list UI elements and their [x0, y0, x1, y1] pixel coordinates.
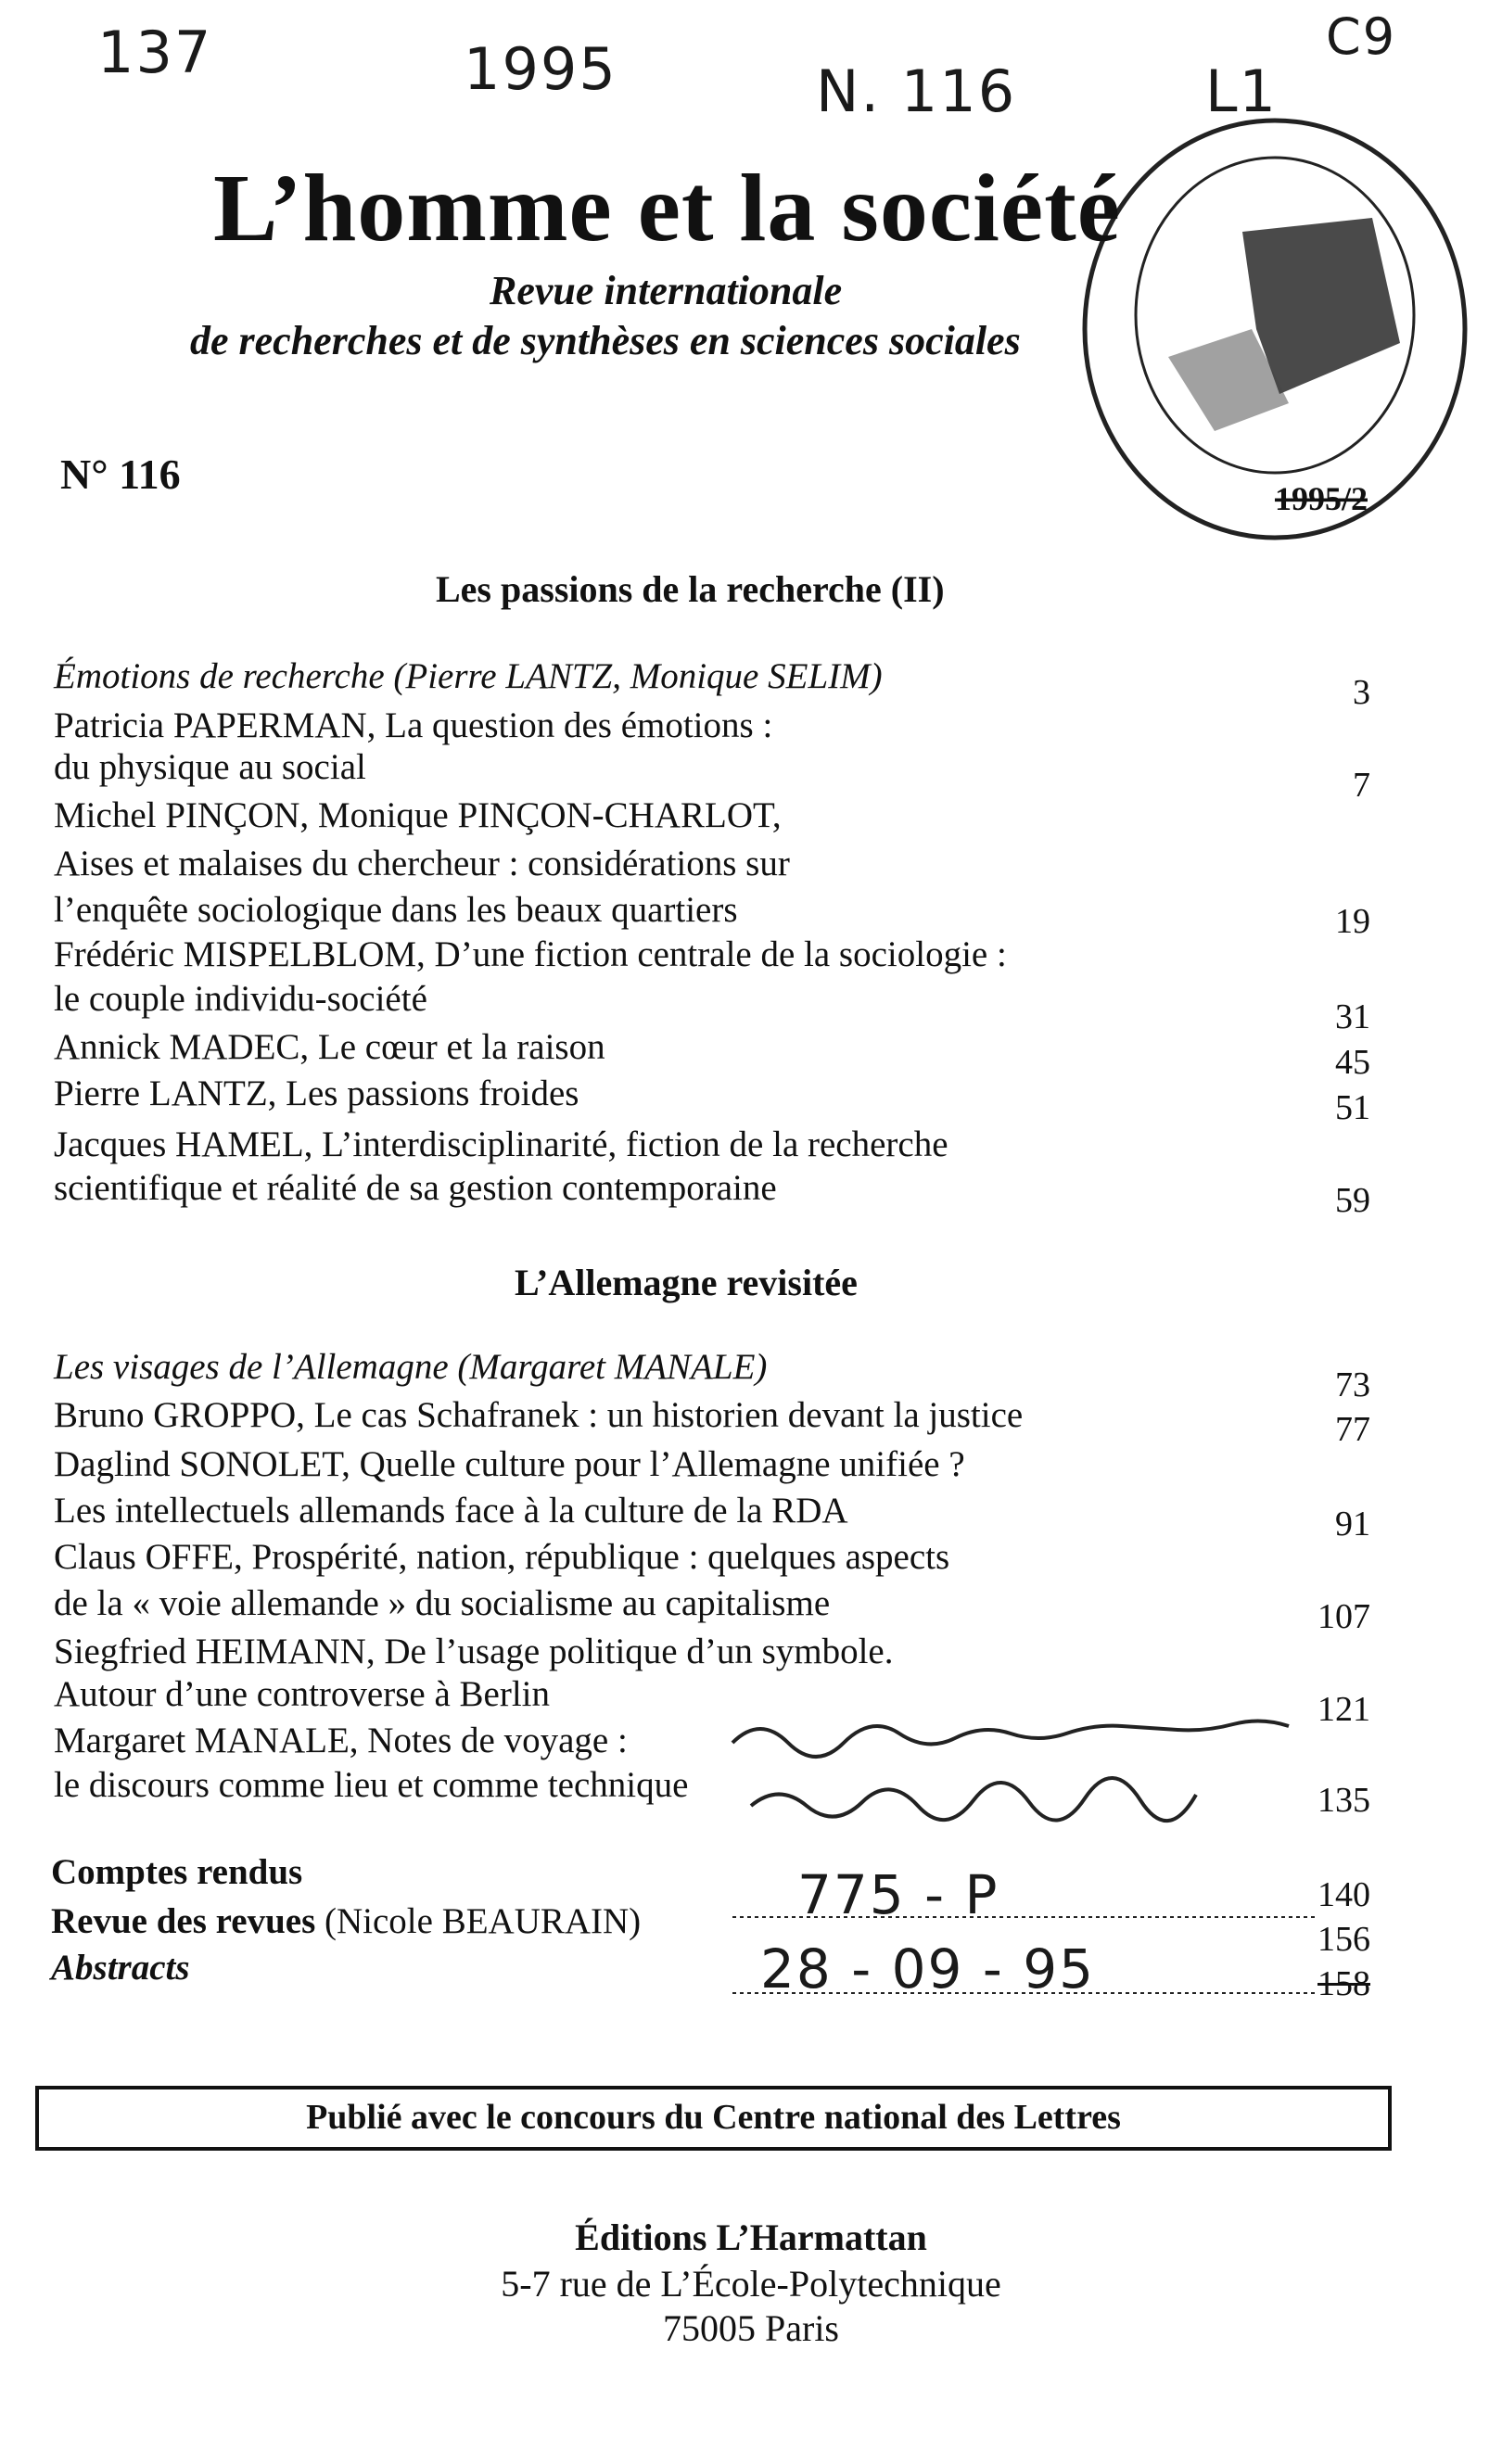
- journal-subtitle-line1: Revue internationale: [490, 268, 843, 313]
- toc-entry-page: 45: [1335, 1043, 1370, 1082]
- toc-entry-text: Jacques HAMEL, L’interdisciplinarité, fiction de la recherche: [54, 1124, 948, 1164]
- toc-entry-page: 91: [1335, 1505, 1370, 1543]
- toc-entry-text: Bruno GROPPO, Le cas Schafranek : un historien devant la justice: [54, 1395, 1024, 1435]
- toc-entry-text: Aises et malaises du chercheur : considérations sur: [54, 844, 790, 883]
- register-dotted-lines: [732, 1910, 1317, 2002]
- stamp-year: 1995/2: [1274, 480, 1368, 517]
- toc-entry-text: l’enquête sociologique dans les beaux quartiers: [54, 890, 738, 930]
- section-heading-allemagne: L’Allemagne revisitée: [515, 1262, 858, 1303]
- handwritten-corner-mark: L1: [1205, 57, 1278, 125]
- back-matter-page: 158: [1317, 1964, 1370, 2003]
- handwritten-ref-number: 137: [97, 19, 213, 86]
- toc-entry-text: Annick MADEC, Le cœur et la raison: [54, 1027, 605, 1067]
- toc-entry-text: Frédéric MISPELBLOM, D’une fiction centrale de la sociologie :: [54, 934, 1007, 974]
- back-matter-page: 156: [1317, 1920, 1370, 1959]
- toc-entry-text: Claus OFFE, Prospérité, nation, république : quelques aspects: [54, 1537, 950, 1577]
- toc-entry-page: 135: [1317, 1781, 1370, 1820]
- register-date: 28 - 09 - 95: [760, 1937, 1096, 2000]
- back-matter-comptes-rendus: Comptes rendus: [51, 1852, 303, 1892]
- toc-entry-page: 19: [1335, 902, 1370, 941]
- register-number: 775 - P: [797, 1863, 999, 1926]
- toc-entry-text: scientifique et réalité de sa gestion contemporaine: [54, 1168, 777, 1208]
- toc-entry-text: Pierre LANTZ, Les passions froides: [54, 1073, 579, 1113]
- toc-entry-text: de la « voie allemande » du socialisme au capitalisme: [54, 1583, 831, 1623]
- toc-entry-page: 59: [1335, 1181, 1370, 1220]
- toc-entry-page: 107: [1317, 1597, 1370, 1636]
- sponsor-banner: [35, 2086, 1392, 2151]
- sponsor-banner-text: Publié avec le concours du Centre national des Lettres: [306, 2098, 1121, 2137]
- handwritten-year: 1995: [464, 35, 617, 103]
- toc-entry-text: Margaret MANALE, Notes de voyage :: [54, 1721, 628, 1760]
- toc-entry-text: Autour d’une controverse à Berlin: [54, 1674, 550, 1714]
- toc-entry-text: le couple individu-société: [54, 979, 427, 1019]
- journal-subtitle-line2: de recherches et de synthèses en sciences sociales: [190, 318, 1021, 363]
- handwritten-corner-mark-2: C9: [1326, 7, 1397, 66]
- library-seal-stamp: [1066, 97, 1474, 561]
- toc-entry-text: Patricia PAPERMAN, La question des émotions :: [54, 705, 773, 745]
- toc-entry-page: 7: [1353, 766, 1370, 805]
- toc-entry-page: 51: [1335, 1088, 1370, 1127]
- toc-entry-page: 3: [1353, 673, 1370, 712]
- toc-entry-text: Daglind SONOLET, Quelle culture pour l’Allemagne unifiée ?: [54, 1444, 965, 1484]
- toc-entry-text: du physique au social: [54, 747, 366, 787]
- toc-entry-text: Siegfried HEIMANN, De l’usage politique d’un symbole.: [54, 1632, 894, 1671]
- toc-entry-page: 73: [1335, 1365, 1370, 1404]
- toc-entry-text: Émotions de recherche (Pierre LANTZ, Monique SELIM): [54, 656, 883, 696]
- publisher-city: 75005 Paris: [663, 2307, 839, 2349]
- publisher-name: Éditions L’Harmattan: [575, 2216, 927, 2258]
- handwritten-scribble: [723, 1696, 1391, 1835]
- issue-number: N° 116: [60, 451, 181, 498]
- toc-entry-text: le discours comme lieu et comme technique: [54, 1765, 689, 1805]
- publisher-address: 5-7 rue de L’École-Polytechnique: [501, 2263, 1001, 2305]
- back-matter-page: 140: [1317, 1875, 1370, 1914]
- toc-entry-page: 31: [1335, 997, 1370, 1036]
- toc-entry-page: 121: [1317, 1690, 1370, 1729]
- toc-entry-text: Les visages de l’Allemagne (Margaret MANALE): [54, 1347, 768, 1387]
- handwritten-issue-number: N. 116: [816, 57, 1017, 125]
- toc-entry-text: Les intellectuels allemands face à la culture de la RDA: [54, 1491, 848, 1530]
- toc-entry-text: Michel PINÇON, Monique PINÇON-CHARLOT,: [54, 795, 782, 835]
- back-matter-revue-des-revues: Revue des revues (Nicole BEAURAIN): [51, 1901, 642, 1941]
- toc-entry-page: 77: [1335, 1410, 1370, 1449]
- back-matter-abstracts: Abstracts: [51, 1948, 190, 1988]
- section-heading-passions: Les passions de la recherche (II): [436, 568, 945, 610]
- journal-title: L’homme et la société: [213, 155, 1121, 261]
